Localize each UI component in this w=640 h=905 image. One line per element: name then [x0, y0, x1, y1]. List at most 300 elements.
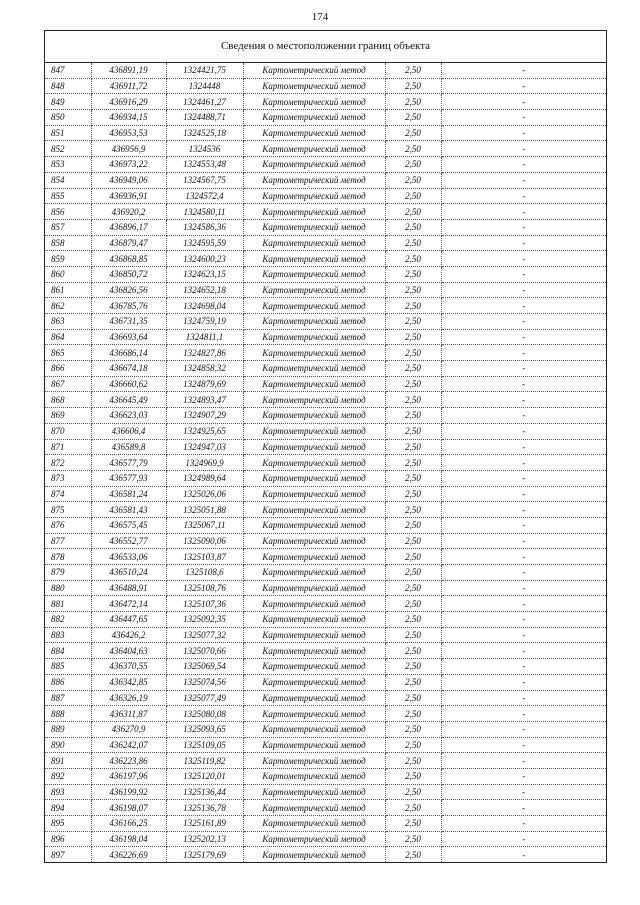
table-row — [45, 110, 606, 126]
accuracy-cell: 2,50 — [385, 141, 441, 157]
point-number-cell: 894 — [45, 800, 91, 816]
y-coordinate-cell: 1324421,75 — [166, 63, 243, 78]
y-coordinate-cell: 1324893,47 — [166, 392, 243, 408]
description-cell: - — [441, 157, 606, 173]
method-cell: Картометрический метод — [243, 110, 385, 126]
x-coordinate-cell: 436911,72 — [91, 78, 166, 94]
point-number-cell: 859 — [45, 251, 91, 267]
accuracy-cell: 2,50 — [385, 690, 441, 706]
accuracy-cell: 2,50 — [385, 266, 441, 282]
table-row — [45, 643, 606, 659]
point-number-cell: 869 — [45, 408, 91, 424]
method-cell: Картометрический метод — [243, 674, 385, 690]
description-cell: - — [441, 455, 606, 471]
method-cell: Картометрический метод — [243, 392, 385, 408]
table-row — [45, 533, 606, 549]
accuracy-cell: 2,50 — [385, 251, 441, 267]
y-coordinate-cell: 1324879,69 — [166, 376, 243, 392]
table-row — [45, 204, 606, 220]
point-number-cell: 847 — [45, 63, 91, 78]
point-number-cell: 861 — [45, 282, 91, 298]
method-cell: Картометрический метод — [243, 533, 385, 549]
y-coordinate-cell: 1325108,6 — [166, 565, 243, 581]
x-coordinate-cell: 436226,69 — [91, 847, 166, 862]
accuracy-cell: 2,50 — [385, 455, 441, 471]
x-coordinate-cell: 436198,04 — [91, 831, 166, 847]
table-row — [45, 721, 606, 737]
table-row — [45, 298, 606, 314]
description-cell: - — [441, 298, 606, 314]
point-number-cell: 897 — [45, 847, 91, 862]
x-coordinate-cell: 436731,35 — [91, 314, 166, 330]
x-coordinate-cell: 436693,64 — [91, 329, 166, 345]
description-cell: - — [441, 643, 606, 659]
method-cell: Картометрический метод — [243, 659, 385, 675]
point-number-cell: 856 — [45, 204, 91, 220]
method-cell: Картометрический метод — [243, 423, 385, 439]
point-number-cell: 854 — [45, 172, 91, 188]
accuracy-cell: 2,50 — [385, 329, 441, 345]
table-row — [45, 659, 606, 675]
y-coordinate-cell: 1324811,1 — [166, 329, 243, 345]
x-coordinate-cell: 436606,4 — [91, 423, 166, 439]
table-row — [45, 235, 606, 251]
method-cell: Картометрический метод — [243, 612, 385, 628]
point-number-cell: 880 — [45, 580, 91, 596]
table-row — [45, 329, 606, 345]
method-cell: Картометрический метод — [243, 768, 385, 784]
description-cell: - — [441, 172, 606, 188]
description-cell: - — [441, 612, 606, 628]
x-coordinate-cell: 436370,55 — [91, 659, 166, 675]
description-cell: - — [441, 706, 606, 722]
x-coordinate-cell: 436623,03 — [91, 408, 166, 424]
method-cell: Картометрический метод — [243, 266, 385, 282]
point-number-cell: 881 — [45, 596, 91, 612]
x-coordinate-cell: 436934,15 — [91, 110, 166, 126]
table-row — [45, 486, 606, 502]
y-coordinate-cell: 1325136,44 — [166, 784, 243, 800]
method-cell: Картометрический метод — [243, 172, 385, 188]
method-cell: Картометрический метод — [243, 737, 385, 753]
accuracy-cell: 2,50 — [385, 219, 441, 235]
description-cell: - — [441, 753, 606, 769]
x-coordinate-cell: 436896,17 — [91, 219, 166, 235]
x-coordinate-cell: 436973,22 — [91, 157, 166, 173]
accuracy-cell: 2,50 — [385, 439, 441, 455]
accuracy-cell: 2,50 — [385, 612, 441, 628]
point-number-cell: 858 — [45, 235, 91, 251]
accuracy-cell: 2,50 — [385, 517, 441, 533]
method-cell: Картометрический метод — [243, 78, 385, 94]
boundary-points-table — [45, 63, 606, 862]
accuracy-cell: 2,50 — [385, 188, 441, 204]
x-coordinate-cell: 436472,14 — [91, 596, 166, 612]
y-coordinate-cell: 1325067,11 — [166, 517, 243, 533]
method-cell: Картометрический метод — [243, 282, 385, 298]
point-number-cell: 893 — [45, 784, 91, 800]
accuracy-cell: 2,50 — [385, 800, 441, 816]
y-coordinate-cell: 1325161,89 — [166, 816, 243, 832]
x-coordinate-cell: 436342,85 — [91, 674, 166, 690]
y-coordinate-cell: 1325070,66 — [166, 643, 243, 659]
point-number-cell: 886 — [45, 674, 91, 690]
y-coordinate-cell: 1325090,06 — [166, 533, 243, 549]
x-coordinate-cell: 436674,18 — [91, 361, 166, 377]
table-row — [45, 188, 606, 204]
description-cell: - — [441, 345, 606, 361]
y-coordinate-cell: 1325107,36 — [166, 596, 243, 612]
point-number-cell: 885 — [45, 659, 91, 675]
page-number: 174 — [311, 11, 329, 23]
table-row — [45, 549, 606, 565]
table-row — [45, 580, 606, 596]
x-coordinate-cell: 436166,25 — [91, 816, 166, 832]
point-number-cell: 888 — [45, 706, 91, 722]
accuracy-cell: 2,50 — [385, 502, 441, 518]
x-coordinate-cell: 436199,92 — [91, 784, 166, 800]
accuracy-cell: 2,50 — [385, 314, 441, 330]
point-number-cell: 867 — [45, 376, 91, 392]
accuracy-cell: 2,50 — [385, 110, 441, 126]
x-coordinate-cell: 436242,07 — [91, 737, 166, 753]
point-number-cell: 874 — [45, 486, 91, 502]
x-coordinate-cell: 436577,93 — [91, 470, 166, 486]
description-cell: - — [441, 78, 606, 94]
y-coordinate-cell: 1325051,88 — [166, 502, 243, 518]
y-coordinate-cell: 1325202,13 — [166, 831, 243, 847]
description-cell: - — [441, 674, 606, 690]
accuracy-cell: 2,50 — [385, 392, 441, 408]
y-coordinate-cell: 1324553,48 — [166, 157, 243, 173]
description-cell: - — [441, 721, 606, 737]
table-row — [45, 282, 606, 298]
x-coordinate-cell: 436953,53 — [91, 125, 166, 141]
description-cell: - — [441, 282, 606, 298]
x-coordinate-cell: 436311,87 — [91, 706, 166, 722]
x-coordinate-cell: 436577,79 — [91, 455, 166, 471]
accuracy-cell: 2,50 — [385, 627, 441, 643]
description-cell: - — [441, 486, 606, 502]
method-cell: Картометрический метод — [243, 235, 385, 251]
table-row — [45, 502, 606, 518]
x-coordinate-cell: 436891,19 — [91, 63, 166, 78]
x-coordinate-cell: 436447,65 — [91, 612, 166, 628]
point-number-cell: 873 — [45, 470, 91, 486]
description-cell: - — [441, 690, 606, 706]
accuracy-cell: 2,50 — [385, 816, 441, 832]
method-cell: Картометрический метод — [243, 784, 385, 800]
y-coordinate-cell: 1324600,23 — [166, 251, 243, 267]
table-row — [45, 266, 606, 282]
point-number-cell: 865 — [45, 345, 91, 361]
method-cell: Картометрический метод — [243, 643, 385, 659]
x-coordinate-cell: 436581,24 — [91, 486, 166, 502]
table-row — [45, 768, 606, 784]
accuracy-cell: 2,50 — [385, 361, 441, 377]
description-cell: - — [441, 266, 606, 282]
method-cell: Картометрический метод — [243, 361, 385, 377]
point-number-cell: 876 — [45, 517, 91, 533]
description-cell: - — [441, 110, 606, 126]
description-cell: - — [441, 549, 606, 565]
table-row — [45, 627, 606, 643]
y-coordinate-cell: 1325103,87 — [166, 549, 243, 565]
accuracy-cell: 2,50 — [385, 78, 441, 94]
accuracy-cell: 2,50 — [385, 737, 441, 753]
point-number-cell: 890 — [45, 737, 91, 753]
table-row — [45, 753, 606, 769]
y-coordinate-cell: 1325109,05 — [166, 737, 243, 753]
table-row — [45, 816, 606, 832]
point-number-cell: 877 — [45, 533, 91, 549]
x-coordinate-cell: 436868,85 — [91, 251, 166, 267]
method-cell: Картометрический метод — [243, 408, 385, 424]
accuracy-cell: 2,50 — [385, 847, 441, 862]
x-coordinate-cell: 436510,24 — [91, 565, 166, 581]
y-coordinate-cell: 1325093,65 — [166, 721, 243, 737]
x-coordinate-cell: 436270,9 — [91, 721, 166, 737]
point-number-cell: 879 — [45, 565, 91, 581]
method-cell: Картометрический метод — [243, 565, 385, 581]
description-cell: - — [441, 627, 606, 643]
y-coordinate-cell: 1325026,06 — [166, 486, 243, 502]
accuracy-cell: 2,50 — [385, 643, 441, 659]
y-coordinate-cell: 1325074,56 — [166, 674, 243, 690]
y-coordinate-cell: 1324525,18 — [166, 125, 243, 141]
accuracy-cell: 2,50 — [385, 125, 441, 141]
y-coordinate-cell: 1324698,04 — [166, 298, 243, 314]
y-coordinate-cell: 1324461,27 — [166, 94, 243, 110]
point-number-cell: 853 — [45, 157, 91, 173]
y-coordinate-cell: 1324580,11 — [166, 204, 243, 220]
x-coordinate-cell: 436426,2 — [91, 627, 166, 643]
description-cell: - — [441, 235, 606, 251]
table-row — [45, 847, 606, 862]
x-coordinate-cell: 436826,56 — [91, 282, 166, 298]
y-coordinate-cell: 1324858,32 — [166, 361, 243, 377]
y-coordinate-cell: 1324827,86 — [166, 345, 243, 361]
description-cell: - — [441, 204, 606, 220]
point-number-cell: 851 — [45, 125, 91, 141]
method-cell: Картометрический метод — [243, 298, 385, 314]
description-cell: - — [441, 470, 606, 486]
method-cell: Картометрический метод — [243, 63, 385, 78]
table-row — [45, 78, 606, 94]
table-row — [45, 439, 606, 455]
x-coordinate-cell: 436575,45 — [91, 517, 166, 533]
method-cell: Картометрический метод — [243, 251, 385, 267]
x-coordinate-cell: 436686,14 — [91, 345, 166, 361]
y-coordinate-cell: 1325120,01 — [166, 768, 243, 784]
accuracy-cell: 2,50 — [385, 204, 441, 220]
description-cell: - — [441, 63, 606, 78]
point-number-cell: 892 — [45, 768, 91, 784]
accuracy-cell: 2,50 — [385, 784, 441, 800]
table-row — [45, 831, 606, 847]
table-row — [45, 251, 606, 267]
table-row — [45, 125, 606, 141]
x-coordinate-cell: 436916,29 — [91, 94, 166, 110]
y-coordinate-cell: 1325077,32 — [166, 627, 243, 643]
x-coordinate-cell: 436589,8 — [91, 439, 166, 455]
method-cell: Картометрический метод — [243, 753, 385, 769]
accuracy-cell: 2,50 — [385, 298, 441, 314]
method-cell: Картометрический метод — [243, 314, 385, 330]
description-cell: - — [441, 141, 606, 157]
point-number-cell: 848 — [45, 78, 91, 94]
y-coordinate-cell: 1324488,71 — [166, 110, 243, 126]
table-row — [45, 517, 606, 533]
method-cell: Картометрический метод — [243, 800, 385, 816]
point-number-cell: 855 — [45, 188, 91, 204]
table-body — [45, 63, 606, 862]
x-coordinate-cell: 436949,06 — [91, 172, 166, 188]
point-number-cell: 887 — [45, 690, 91, 706]
table-row — [45, 784, 606, 800]
description-cell: - — [441, 439, 606, 455]
accuracy-cell: 2,50 — [385, 768, 441, 784]
method-cell: Картометрический метод — [243, 690, 385, 706]
y-coordinate-cell: 1324759,19 — [166, 314, 243, 330]
table-row — [45, 392, 606, 408]
description-cell: - — [441, 580, 606, 596]
accuracy-cell: 2,50 — [385, 235, 441, 251]
point-number-cell: 883 — [45, 627, 91, 643]
point-number-cell: 891 — [45, 753, 91, 769]
method-cell: Картометрический метод — [243, 376, 385, 392]
accuracy-cell: 2,50 — [385, 659, 441, 675]
accuracy-cell: 2,50 — [385, 157, 441, 173]
table-row — [45, 596, 606, 612]
point-number-cell: 870 — [45, 423, 91, 439]
accuracy-cell: 2,50 — [385, 172, 441, 188]
table-row — [45, 376, 606, 392]
y-coordinate-cell: 1325077,49 — [166, 690, 243, 706]
method-cell: Картометрический метод — [243, 831, 385, 847]
description-cell: - — [441, 737, 606, 753]
y-coordinate-cell: 1324907,29 — [166, 408, 243, 424]
y-coordinate-cell: 1325080,08 — [166, 706, 243, 722]
method-cell: Картометрический метод — [243, 816, 385, 832]
description-cell: - — [441, 768, 606, 784]
accuracy-cell: 2,50 — [385, 282, 441, 298]
x-coordinate-cell: 436404,63 — [91, 643, 166, 659]
point-number-cell: 884 — [45, 643, 91, 659]
description-cell: - — [441, 659, 606, 675]
description-cell: - — [441, 188, 606, 204]
x-coordinate-cell: 436645,49 — [91, 392, 166, 408]
y-coordinate-cell: 1324652,18 — [166, 282, 243, 298]
y-coordinate-cell: 1324595,59 — [166, 235, 243, 251]
table-row — [45, 408, 606, 424]
x-coordinate-cell: 436785,76 — [91, 298, 166, 314]
table-row — [45, 94, 606, 110]
accuracy-cell: 2,50 — [385, 721, 441, 737]
description-cell: - — [441, 251, 606, 267]
description-cell: - — [441, 784, 606, 800]
accuracy-cell: 2,50 — [385, 345, 441, 361]
table-row — [45, 706, 606, 722]
y-coordinate-cell: 1325136,78 — [166, 800, 243, 816]
description-cell: - — [441, 94, 606, 110]
y-coordinate-cell: 1324567,75 — [166, 172, 243, 188]
method-cell: Картометрический метод — [243, 345, 385, 361]
point-number-cell: 852 — [45, 141, 91, 157]
accuracy-cell: 2,50 — [385, 486, 441, 502]
method-cell: Картометрический метод — [243, 517, 385, 533]
x-coordinate-cell: 436879,47 — [91, 235, 166, 251]
y-coordinate-cell: 1324623,15 — [166, 266, 243, 282]
description-cell: - — [441, 800, 606, 816]
x-coordinate-cell: 436488,91 — [91, 580, 166, 596]
point-number-cell: 889 — [45, 721, 91, 737]
table-title: Сведения о местоположении границ объекта — [45, 31, 606, 63]
description-cell: - — [441, 517, 606, 533]
description-cell: - — [441, 565, 606, 581]
accuracy-cell: 2,50 — [385, 423, 441, 439]
y-coordinate-cell: 1325119,82 — [166, 753, 243, 769]
x-coordinate-cell: 436936,91 — [91, 188, 166, 204]
y-coordinate-cell: 1324448 — [166, 78, 243, 94]
x-coordinate-cell: 436956,9 — [91, 141, 166, 157]
table-row — [45, 219, 606, 235]
x-coordinate-cell: 436581,43 — [91, 502, 166, 518]
accuracy-cell: 2,50 — [385, 533, 441, 549]
method-cell: Картометрический метод — [243, 157, 385, 173]
point-number-cell: 872 — [45, 455, 91, 471]
x-coordinate-cell: 436552,77 — [91, 533, 166, 549]
method-cell: Картометрический метод — [243, 847, 385, 862]
point-number-cell: 850 — [45, 110, 91, 126]
table-row — [45, 314, 606, 330]
table-row — [45, 157, 606, 173]
table-row — [45, 345, 606, 361]
y-coordinate-cell: 1325069,54 — [166, 659, 243, 675]
x-coordinate-cell: 436850,72 — [91, 266, 166, 282]
table-row — [45, 361, 606, 377]
method-cell: Картометрический метод — [243, 627, 385, 643]
point-number-cell: 868 — [45, 392, 91, 408]
accuracy-cell: 2,50 — [385, 831, 441, 847]
accuracy-cell: 2,50 — [385, 94, 441, 110]
method-cell: Картометрический метод — [243, 94, 385, 110]
table-row — [45, 423, 606, 439]
x-coordinate-cell: 436660,62 — [91, 376, 166, 392]
y-coordinate-cell: 1324925,65 — [166, 423, 243, 439]
point-number-cell: 896 — [45, 831, 91, 847]
description-cell: - — [441, 125, 606, 141]
table-row — [45, 612, 606, 628]
table-row — [45, 63, 606, 78]
x-coordinate-cell: 436920,2 — [91, 204, 166, 220]
description-cell: - — [441, 329, 606, 345]
method-cell: Картометрический метод — [243, 188, 385, 204]
point-number-cell: 871 — [45, 439, 91, 455]
table-row — [45, 565, 606, 581]
point-number-cell: 860 — [45, 266, 91, 282]
accuracy-cell: 2,50 — [385, 565, 441, 581]
y-coordinate-cell: 1325092,35 — [166, 612, 243, 628]
accuracy-cell: 2,50 — [385, 580, 441, 596]
point-number-cell: 857 — [45, 219, 91, 235]
point-number-cell: 866 — [45, 361, 91, 377]
method-cell: Картометрический метод — [243, 439, 385, 455]
accuracy-cell: 2,50 — [385, 674, 441, 690]
method-cell: Картометрический метод — [243, 204, 385, 220]
x-coordinate-cell: 436533,06 — [91, 549, 166, 565]
method-cell: Картометрический метод — [243, 329, 385, 345]
